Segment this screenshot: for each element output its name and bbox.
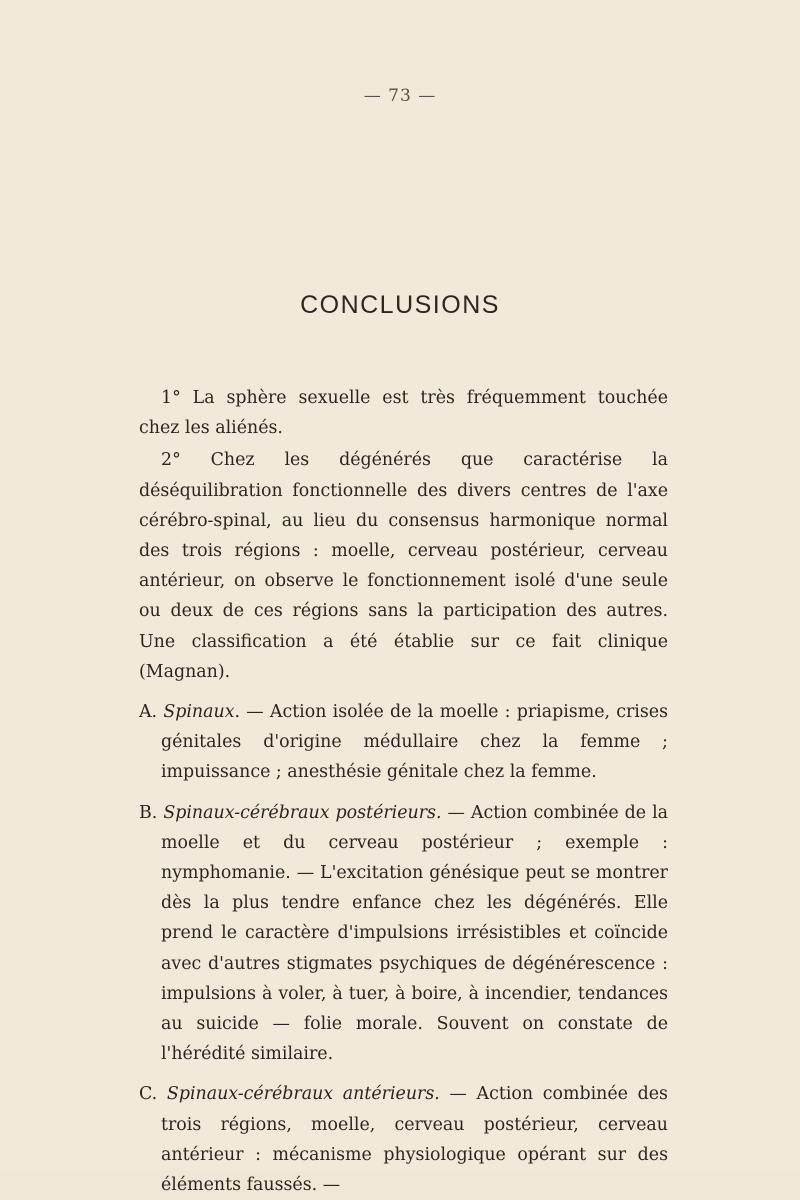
- item-text: — Action isolée de la moelle : priapisme, crises génitales d'origine médullaire chez la femme ; impuissance ; anesthésie génitale chez la femme.: [161, 702, 669, 783]
- item-heading: Spinaux-cérébraux antérieurs.: [166, 1084, 440, 1105]
- page-number: — 73 —: [363, 86, 437, 106]
- item-letter: C.: [139, 1084, 158, 1105]
- item-heading: Spinaux.: [163, 702, 241, 723]
- item-text: — Action combinée de la moelle et du cerveau postérieur ; exemple : nymphomanie. — L'excitation génésique peut se montrer dès la plus tendre enfance chez les dégénérés. Elle prend le caractère d'impulsions irrésistibles et coïncide avec d'autres stigmates psychiques de dégénérescence : impulsions à voler, à tuer, à boire, à incendier, tendances au suicide — folie morale. Souvent on constate de l'hérédité similaire.: [161, 802, 668, 1065]
- section-title: CONCLUSIONS: [300, 291, 500, 319]
- item-heading: Spinaux-cérébraux postérieurs.: [163, 802, 442, 823]
- item-letter: A.: [139, 702, 158, 723]
- list-item-b: [139, 798, 668, 1070]
- body-text: [139, 383, 668, 1200]
- item-text: — Action combinée des trois régions, moelle, cerveau postérieur, cerveau antérieur : mécanisme physiologique opérant sur des éléments faussés. —: [161, 1084, 668, 1196]
- paragraph-1: 1° La sphère sexuelle est très fréquemment touchée chez les aliénés.: [139, 388, 668, 439]
- paragraph-2: 2° Chez les dégénérés que caractérise la déséquilibration fonctionnelle des divers centres de l'axe cérébro-spinal, au lieu du consensus harmonique normal des trois régions : moelle, cerveau postérieur, cerveau antérieur, on observe le fonctionnement isolé d'une seule ou deux de ces régions sans la participation des autres. Une classification a été établie sur ce fait clinique (Magnan).: [139, 450, 668, 682]
- item-letter: B.: [139, 802, 158, 823]
- list-item-a: [139, 697, 668, 788]
- list-item-c: [139, 1079, 668, 1200]
